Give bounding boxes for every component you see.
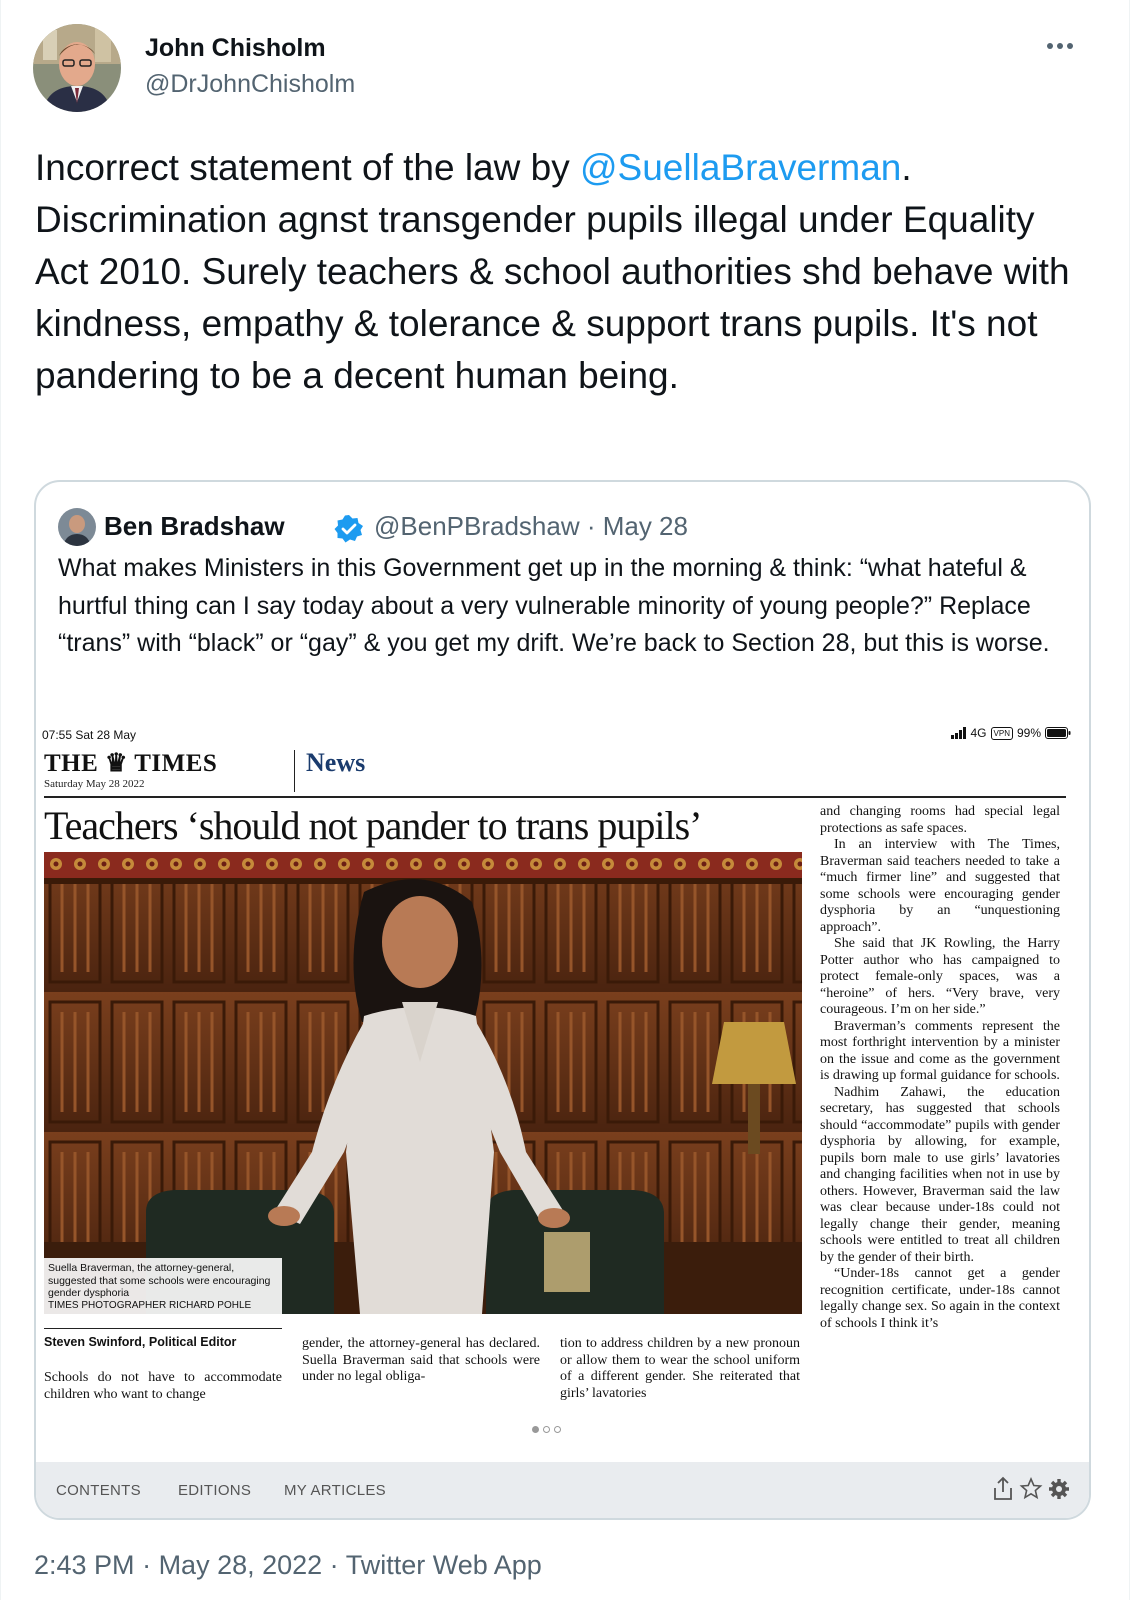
author-avatar[interactable]	[33, 24, 121, 112]
quoted-author-name[interactable]: Ben Bradshaw	[104, 511, 285, 541]
page-dot[interactable]	[554, 1426, 561, 1433]
article-column-4	[820, 804, 1060, 1332]
timestamp-date[interactable]: May 28, 2022	[158, 1550, 323, 1580]
article-column-2: gender, the attorney-general has declared. Suella Braverman said that schools were under no legal obliga-	[302, 1336, 540, 1384]
tweet-source[interactable]: Twitter Web App	[345, 1550, 542, 1580]
gear-icon[interactable]	[1047, 1476, 1071, 1502]
page-indicator[interactable]	[532, 1426, 561, 1433]
network-label: 4G	[970, 726, 987, 740]
column-4-paragraph: and changing rooms had special legal protections as safe spaces.	[820, 804, 1060, 836]
nav-my-articles[interactable]: MY ARTICLES	[284, 1482, 386, 1499]
article-headline: Teachers ‘should not pander to trans pupils’	[44, 803, 702, 848]
newspaper-screenshot[interactable]	[36, 718, 1089, 1452]
header-rule	[44, 796, 1066, 798]
article-column-1: Schools do not have to accommodate children who want to change	[44, 1370, 282, 1402]
timestamp-separator: ·	[322, 1550, 346, 1580]
battery-percent: 99%	[1016, 726, 1041, 740]
author-name[interactable]: John Chisholm	[145, 34, 326, 62]
nav-editions[interactable]: EDITIONS	[178, 1482, 252, 1499]
section-label: News	[306, 748, 366, 777]
column-4-paragraph: Braverman’s comments represent the most forthright intervention by a minister on the issue and come as the government is drawing up formal guidance for schools.	[820, 1018, 1060, 1083]
author-handle[interactable]: @DrJohnChisholm	[145, 70, 356, 98]
more-horizontal-icon[interactable]	[1043, 36, 1077, 56]
signal-icon	[951, 727, 967, 739]
app-bottom-nav	[36, 1462, 1089, 1518]
quoted-author-avatar[interactable]	[58, 508, 96, 546]
masthead-divider	[294, 750, 295, 792]
status-time: 07:55 Sat 28 May	[42, 728, 137, 742]
timestamp-time[interactable]: 2:43 PM	[34, 1550, 135, 1580]
masthead: THE ♛ TIMES	[44, 750, 218, 777]
column-4-paragraph: She said that JK Rowling, the Harry Potter author who has campaigned to protect female-only spaces, was a “heroine” of hers. “Very brave, very courageous. I’m on her side.”	[820, 936, 1060, 1017]
star-icon[interactable]	[1019, 1476, 1043, 1502]
tweet-timestamp	[34, 1550, 542, 1581]
timestamp-separator: ·	[134, 1550, 159, 1580]
tweet-text	[35, 142, 1095, 402]
column-4-paragraph: In an interview with The Times, Braverman said teachers needed to take a “much firmer line” and suggested that some schools were encouraging gender dysphoria by an “unquestioning approach”.	[820, 837, 1060, 935]
tweet-header	[33, 24, 1093, 116]
nav-icon-group	[991, 1476, 1071, 1502]
mention-link[interactable]: @SuellaBraverman	[579, 147, 902, 188]
battery-icon	[1045, 727, 1071, 739]
vpn-badge: VPN	[991, 727, 1013, 740]
column-4-paragraph: “Under-18s cannot get a gender recognition certificate, under-18s cannot legally change sex. So again in the context of schools I think it’s	[820, 1266, 1060, 1331]
column-4-paragraph: Nadhim Zahawi, the education secretary, has suggested that schools should “accommodate” pupils with gender dysphoria by allowing, for example, pupils born male to use girls’ lavatories and changing facilities when not in use by others. However, Braverman said the law was clear because under-18s could not legally change their gender, meaning schools were entitled to treat all children by the gender of their birth.	[820, 1084, 1060, 1265]
caption-credit: TIMES PHOTOGRAPHER RICHARD POHLE	[48, 1299, 252, 1311]
share-icon[interactable]	[991, 1476, 1015, 1502]
quoted-handle-date[interactable]: @BenPBradshaw · May 28	[374, 511, 688, 541]
tweet-text-rest: . Discrimination agnst transgender pupils illegal under Equality Act 2010. Surely teachers & school authorities shd behave with kindness, empathy & tolerance & support trans pupils. It's not pandering to be a decent human being.	[35, 147, 1070, 396]
quoted-tweet-text: What makes Ministers in this Government get up in the morning & think: “what hateful & hurtful thing can I say today about a very vulnerable minority of young people?” Replace “trans” with “black” or “gay” & you get my drift. We’re back to Section 28, but this is worse.	[58, 554, 1050, 657]
masthead-date: Saturday May 28 2022	[44, 778, 145, 790]
tweet-text-start: Incorrect statement of the law by	[35, 147, 580, 188]
verified-badge-icon	[334, 514, 364, 544]
nav-contents[interactable]: CONTENTS	[56, 1482, 141, 1499]
page-dot-active[interactable]	[532, 1426, 539, 1433]
article-photo	[44, 852, 802, 1314]
article-column-3: tion to address children by a new pronoun or allow them to wear the school uniform of a different gender. She reiterated that girls’ lavatories	[560, 1336, 800, 1401]
page-dot[interactable]	[543, 1426, 550, 1433]
quoted-tweet-header	[58, 506, 1058, 546]
status-indicators	[951, 726, 1072, 740]
caption-text: Suella Braverman, the attorney-general, suggested that some schools were encouraging gender dysphoria	[48, 1262, 271, 1299]
article-byline: Steven Swinford, Political Editor	[44, 1328, 282, 1349]
photo-caption	[44, 1258, 282, 1314]
quoted-tweet[interactable]	[34, 480, 1091, 1520]
